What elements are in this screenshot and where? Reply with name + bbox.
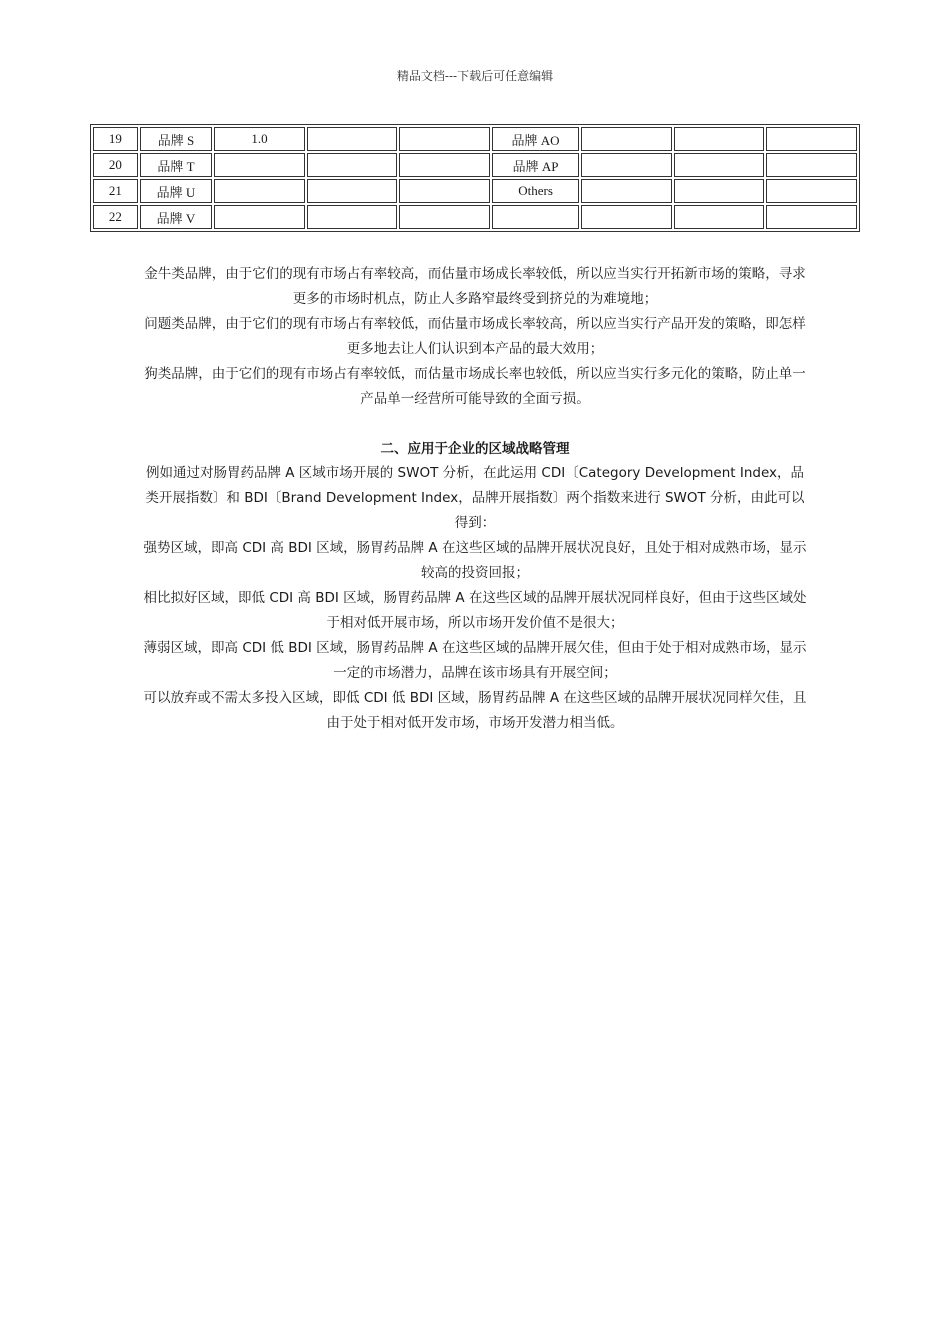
table-cell — [307, 153, 398, 177]
row-number: 20 — [93, 153, 138, 177]
brand-name-2: 品牌 AO — [492, 127, 579, 151]
brand-name: 品牌 U — [140, 179, 212, 203]
table-cell — [581, 153, 672, 177]
table-row — [93, 179, 857, 203]
table-cell — [581, 205, 672, 229]
table-cell — [307, 179, 398, 203]
row-number: 22 — [93, 205, 138, 229]
table-row — [93, 205, 857, 229]
table-cell — [766, 153, 857, 177]
page-header: 精品文档---下载后可任意编辑 — [396, 69, 554, 83]
table-cell — [307, 127, 398, 151]
brand-name-2 — [492, 205, 579, 229]
brand-name-2: 品牌 AP — [492, 153, 579, 177]
table-row — [93, 153, 857, 177]
brand-name: 品牌 V — [140, 205, 212, 229]
table-cell — [399, 127, 490, 151]
table-cell: 1.0 — [214, 127, 305, 151]
table-cell — [307, 205, 398, 229]
table-cell — [399, 153, 490, 177]
row-number: 21 — [93, 179, 138, 203]
table-cell — [214, 153, 305, 177]
brand-name: 品牌 T — [140, 153, 212, 177]
table-cell — [399, 179, 490, 203]
section-title: 二、应用于企业的区域战略管理 — [380, 441, 570, 457]
table-cell — [214, 205, 305, 229]
table-cell — [674, 205, 765, 229]
strong-region-paragraph: 强势区域，即高 CDI 高 BDI 区域，肠胃药品牌 A 在这些区域的品牌开展状况良好，且处于相对成熟市场，显示较高的投资回报； — [143, 540, 807, 581]
table-cell — [674, 127, 765, 151]
table-row — [93, 127, 857, 151]
table-cell — [674, 153, 765, 177]
brand-table — [90, 124, 860, 232]
dog-paragraph: 狗类品牌，由于它们的现有市场占有率较低，而估量市场成长率也较低，所以应当实行多元化的策略，防止单一产品单一经营所可能导致的全面亏损。 — [144, 366, 806, 407]
brand-name-2: Others — [492, 179, 579, 203]
intro-paragraph: 例如通过对肠胃药品牌 A 区域市场开展的 SWOT 分析，在此运用 CDI〔Category Development Index，品类开展指数〕和 BDI〔Brand Development Index，品牌开展指数〕两个指数来进行 SWOT 分析，由此可以得到： — [145, 465, 805, 531]
table-cell — [766, 127, 857, 151]
table-cell — [766, 205, 857, 229]
table-cell — [399, 205, 490, 229]
table-cell — [581, 127, 672, 151]
table-cell — [581, 179, 672, 203]
brand-name: 品牌 S — [140, 127, 212, 151]
weak-region-paragraph: 薄弱区域，即高 CDI 低 BDI 区域，肠胃药品牌 A 在这些区域的品牌开展欠佳，但由于处于相对成熟市场，显示一定的市场潜力，品牌在该市场具有开展空间； — [143, 640, 807, 681]
abandon-region-paragraph: 可以放弃或不需太多投入区域，即低 CDI 低 BDI 区域，肠胃药品牌 A 在这些区域的品牌开展状况同样欠佳，且由于处于相对低开发市场，市场开发潜力相当低。 — [143, 690, 807, 731]
table-cell — [674, 179, 765, 203]
table-cell — [214, 179, 305, 203]
relative-region-paragraph: 相比拟好区域，即低 CDI 高 BDI 区域，肠胃药品牌 A 在这些区域的品牌开展状况同样良好，但由于这些区域处于相对低开展市场，所以市场开发价值不是很大； — [143, 590, 807, 631]
cash-cow-paragraph: 金牛类品牌，由于它们的现有市场占有率较高，而估量市场成长率较低，所以应当实行开拓新市场的策略，寻求更多的市场时机点，防止人多路窄最终受到挤兑的为难境地； — [144, 266, 806, 307]
question-paragraph: 问题类品牌，由于它们的现有市场占有率较低，而估量市场成长率较高，所以应当实行产品开发的策略，即怎样更多地去让人们认识到本产品的最大效用； — [144, 316, 806, 357]
row-number: 19 — [93, 127, 138, 151]
table-cell — [766, 179, 857, 203]
